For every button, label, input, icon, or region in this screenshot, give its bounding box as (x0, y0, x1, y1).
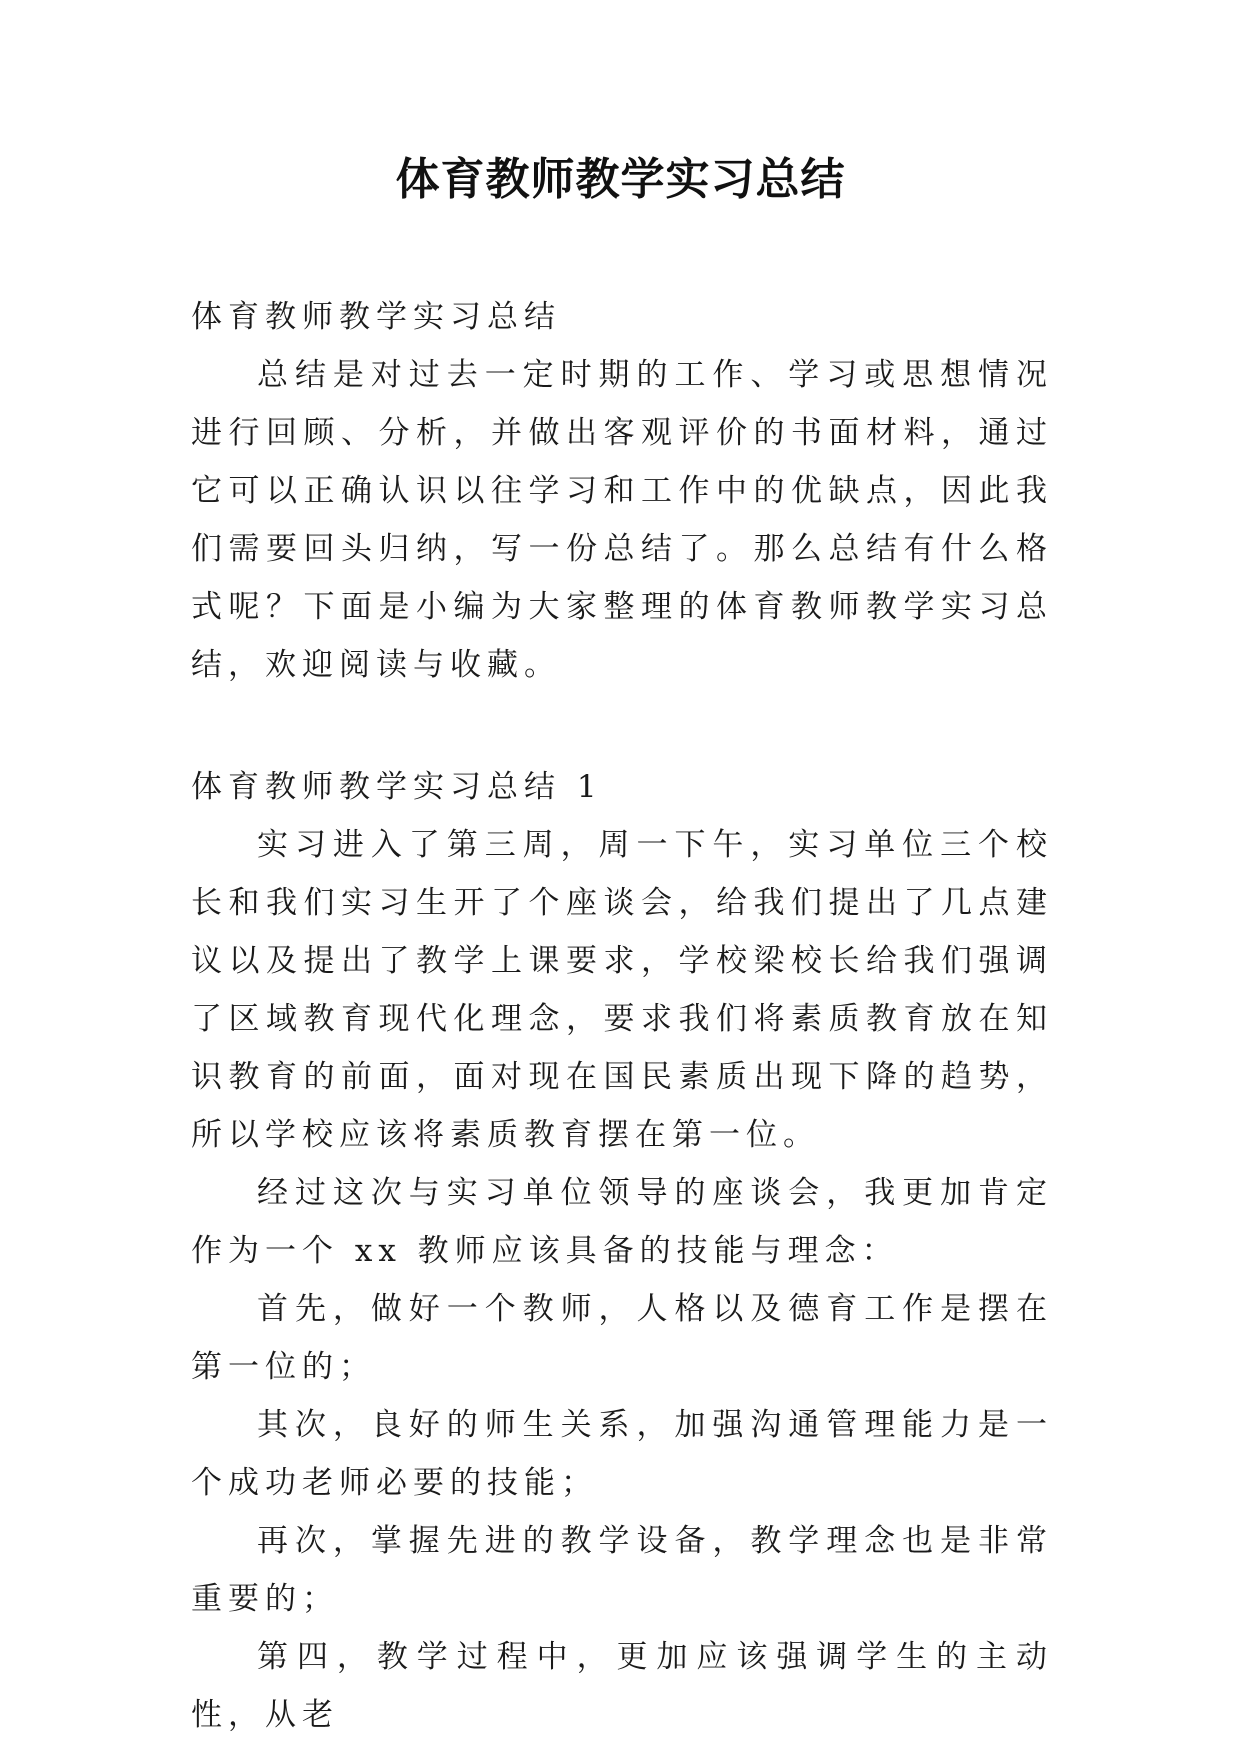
document-subtitle: 体育教师教学实习总结 (191, 299, 561, 335)
body-paragraph: 第四，教学过程中，更加应该强调学生的主动性，从老 (191, 1639, 1053, 1733)
section-spacer (191, 694, 1053, 758)
section-heading: 体育教师教学实习总结 1 (191, 769, 603, 805)
document-body (191, 288, 1053, 1744)
body-paragraph: 其次，良好的师生关系，加强沟通管理能力是一个成功老师必要的技能； (191, 1407, 1053, 1501)
body-paragraph: 首先，做好一个教师，人格以及德育工作是摆在第一位的； (191, 1291, 1053, 1385)
body-paragraph: 经过这次与实习单位领导的座谈会，我更加肯定作为一个 xx 教师应该具备的技能与理念： (191, 1175, 1053, 1269)
document-title: 体育教师教学实习总结 (395, 154, 846, 205)
intro-paragraph: 总结是对过去一定时期的工作、学习或思想情况进行回顾、分析，并做出客观评价的书面材料，通过它可以正确认识以往学习和工作中的优缺点，因此我们需要回头归纳，写一份总结了。那么总结有什么格式呢？下面是小编为大家整理的体育教师教学实习总结，欢迎阅读与收藏。 (191, 357, 1053, 683)
body-paragraph: 再次，掌握先进的教学设备，教学理念也是非常重要的； (191, 1523, 1053, 1617)
body-paragraph: 实习进入了第三周，周一下午，实习单位三个校长和我们实习生开了个座谈会，给我们提出了几点建议以及提出了教学上课要求，学校梁校长给我们强调了区域教育现代化理念，要求我们将素质教育放在知识教育的前面，面对现在国民素质出现下降的趋势，所以学校应该将素质教育摆在第一位。 (191, 827, 1053, 1153)
